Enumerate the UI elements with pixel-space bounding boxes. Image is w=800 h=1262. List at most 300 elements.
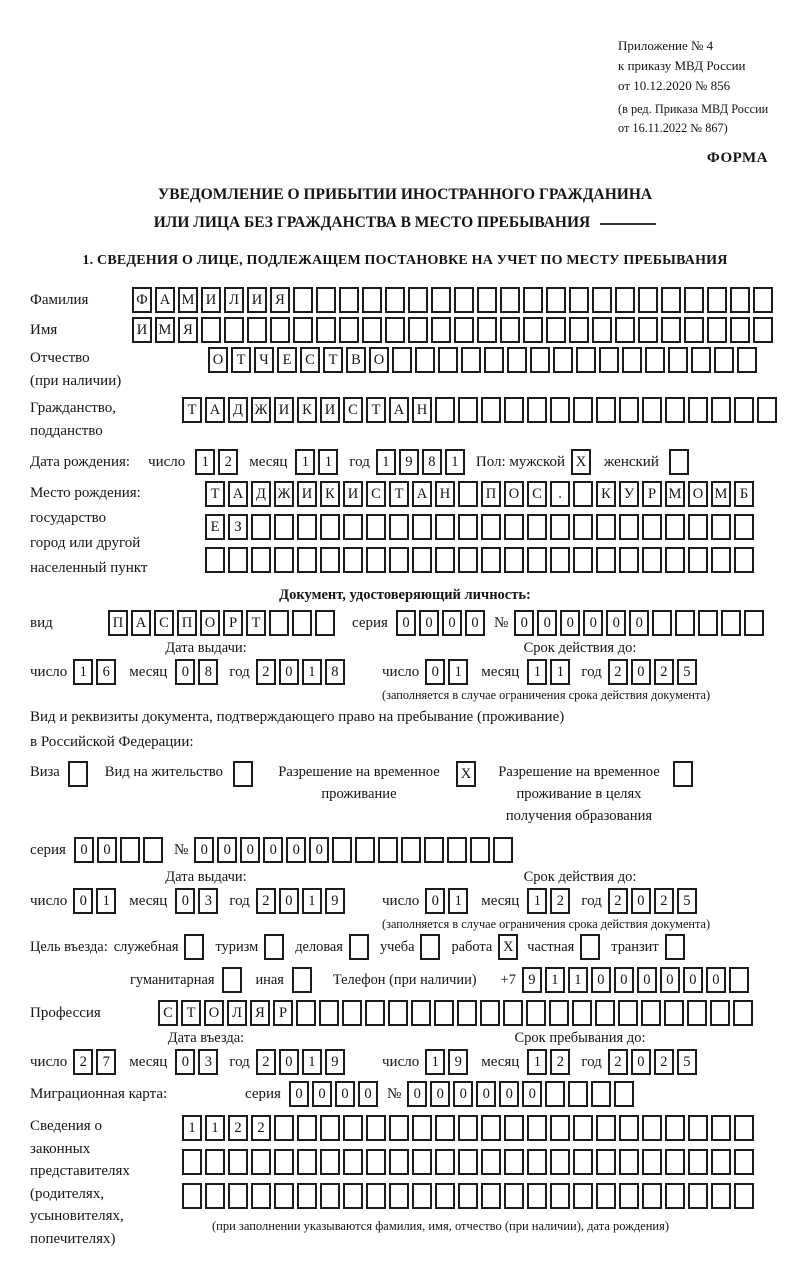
char-box[interactable]: М [155,317,175,343]
char-box[interactable] [684,317,704,343]
char-box[interactable] [665,1149,685,1175]
char-box[interactable] [523,287,543,313]
char-box[interactable] [504,547,524,573]
char-box[interactable]: 0 [73,888,93,914]
char-box[interactable]: 0 [476,1081,496,1107]
char-box[interactable]: И [343,481,363,507]
residence-issue-day-boxes[interactable] [73,888,119,914]
char-box[interactable] [251,547,271,573]
char-box[interactable] [366,514,386,540]
char-box[interactable] [420,934,440,960]
char-box[interactable]: 0 [217,837,237,863]
char-box[interactable] [526,1000,546,1026]
char-box[interactable] [550,397,570,423]
char-box[interactable]: З [228,514,248,540]
char-box[interactable] [297,1183,317,1209]
legal-reps-boxes-row2[interactable] [182,1149,757,1175]
char-box[interactable] [652,610,672,636]
char-box[interactable] [711,1115,731,1141]
char-box[interactable]: П [177,610,197,636]
char-box[interactable] [68,761,88,787]
char-box[interactable]: 0 [499,1081,519,1107]
char-box[interactable]: 0 [335,1081,355,1107]
char-box[interactable] [247,317,267,343]
char-box[interactable] [668,347,688,373]
char-box[interactable]: О [369,347,389,373]
char-box[interactable] [734,397,754,423]
char-box[interactable]: 0 [358,1081,378,1107]
char-box[interactable]: X [498,934,518,960]
temp-residence-checkbox[interactable] [456,761,479,787]
char-box[interactable] [293,287,313,313]
char-box[interactable] [435,514,455,540]
char-box[interactable] [320,1115,340,1141]
char-box[interactable]: 0 [309,837,329,863]
char-box[interactable] [642,1183,662,1209]
char-box[interactable] [470,837,490,863]
char-box[interactable] [665,514,685,540]
char-box[interactable]: М [178,287,198,313]
char-box[interactable]: 0 [583,610,603,636]
char-box[interactable]: О [200,610,220,636]
char-box[interactable] [591,1081,611,1107]
char-box[interactable]: Р [223,610,243,636]
char-box[interactable] [642,1149,662,1175]
char-box[interactable] [424,837,444,863]
char-box[interactable]: 0 [74,837,94,863]
legal-reps-boxes-row1[interactable] [182,1115,757,1141]
char-box[interactable] [638,287,658,313]
char-box[interactable] [619,397,639,423]
citizenship-boxes[interactable] [182,397,780,423]
char-box[interactable] [251,1183,271,1209]
char-box[interactable] [619,1183,639,1209]
char-box[interactable]: Т [205,481,225,507]
char-box[interactable] [339,317,359,343]
char-box[interactable] [366,1183,386,1209]
char-box[interactable] [385,317,405,343]
char-box[interactable] [274,1149,294,1175]
char-box[interactable] [642,514,662,540]
char-box[interactable]: 0 [175,888,195,914]
char-box[interactable] [580,934,600,960]
char-box[interactable] [434,1000,454,1026]
char-box[interactable]: Р [273,1000,293,1026]
char-box[interactable]: Т [323,347,343,373]
char-box[interactable]: 1 [96,888,116,914]
purpose-business-checkbox[interactable] [349,934,372,960]
char-box[interactable]: 0 [97,837,117,863]
char-box[interactable]: 0 [175,1049,195,1075]
char-box[interactable]: 0 [537,610,557,636]
char-box[interactable] [596,1115,616,1141]
char-box[interactable]: К [297,397,317,423]
char-box[interactable]: С [154,610,174,636]
char-box[interactable]: О [504,481,524,507]
char-box[interactable]: А [205,397,225,423]
char-box[interactable] [569,317,589,343]
char-box[interactable] [673,761,693,787]
char-box[interactable] [661,317,681,343]
char-box[interactable]: М [665,481,685,507]
char-box[interactable] [619,547,639,573]
char-box[interactable]: Д [251,481,271,507]
char-box[interactable]: 1 [302,659,322,685]
char-box[interactable] [730,287,750,313]
char-box[interactable]: 2 [608,659,628,685]
char-box[interactable]: 1 [425,1049,445,1075]
char-box[interactable]: 9 [399,449,419,475]
char-box[interactable] [412,1183,432,1209]
char-box[interactable] [343,1149,363,1175]
residence-valid-day-boxes[interactable] [425,888,471,914]
char-box[interactable] [675,610,695,636]
char-box[interactable] [412,1149,432,1175]
char-box[interactable] [270,317,290,343]
char-box[interactable] [527,514,547,540]
char-box[interactable] [412,514,432,540]
char-box[interactable] [661,287,681,313]
migration-series-boxes[interactable] [289,1081,381,1107]
char-box[interactable] [698,610,718,636]
char-box[interactable] [573,397,593,423]
char-box[interactable]: 9 [325,1049,345,1075]
char-box[interactable]: Т [246,610,266,636]
char-box[interactable] [504,514,524,540]
char-box[interactable]: 0 [240,837,260,863]
char-box[interactable]: К [596,481,616,507]
char-box[interactable] [645,347,665,373]
char-box[interactable] [388,1000,408,1026]
char-box[interactable] [233,761,253,787]
char-box[interactable]: 2 [550,1049,570,1075]
char-box[interactable]: Ж [274,481,294,507]
char-box[interactable]: 2 [608,888,628,914]
char-box[interactable] [297,547,317,573]
char-box[interactable]: 0 [453,1081,473,1107]
char-box[interactable] [688,1115,708,1141]
char-box[interactable] [573,1183,593,1209]
doc-issue-year-boxes[interactable] [256,659,348,685]
char-box[interactable]: 1 [302,1049,322,1075]
char-box[interactable] [504,1183,524,1209]
residence-number-boxes[interactable] [194,837,516,863]
char-box[interactable] [274,1115,294,1141]
char-box[interactable] [458,514,478,540]
surname-boxes[interactable] [132,287,776,313]
char-box[interactable] [316,287,336,313]
char-box[interactable]: Ж [251,397,271,423]
char-box[interactable] [411,1000,431,1026]
char-box[interactable] [454,317,474,343]
char-box[interactable] [366,547,386,573]
char-box[interactable] [319,1000,339,1026]
char-box[interactable] [550,547,570,573]
doc-valid-day-boxes[interactable] [425,659,471,685]
entry-year-boxes[interactable] [256,1049,348,1075]
char-box[interactable]: 9 [325,888,345,914]
char-box[interactable] [550,1149,570,1175]
char-box[interactable]: 1 [527,659,547,685]
char-box[interactable]: 0 [289,1081,309,1107]
char-box[interactable]: 1 [182,1115,202,1141]
char-box[interactable] [527,1115,547,1141]
char-box[interactable] [389,1149,409,1175]
char-box[interactable]: А [412,481,432,507]
visa-checkbox[interactable] [68,761,91,787]
char-box[interactable] [596,397,616,423]
doc-valid-month-boxes[interactable] [527,659,573,685]
profession-boxes[interactable] [158,1000,756,1026]
char-box[interactable] [408,317,428,343]
char-box[interactable] [688,1183,708,1209]
char-box[interactable] [503,1000,523,1026]
legal-reps-boxes-row3[interactable] [182,1183,757,1209]
char-box[interactable] [596,514,616,540]
char-box[interactable]: 0 [312,1081,332,1107]
char-box[interactable] [546,287,566,313]
char-box[interactable] [504,1115,524,1141]
birthdate-month-boxes[interactable] [295,449,341,475]
char-box[interactable] [274,547,294,573]
char-box[interactable] [251,1149,271,1175]
char-box[interactable] [622,347,642,373]
char-box[interactable] [389,547,409,573]
char-box[interactable]: 1 [376,449,396,475]
char-box[interactable]: Т [181,1000,201,1026]
char-box[interactable] [458,397,478,423]
char-box[interactable]: Я [270,287,290,313]
residence-permit-checkbox[interactable] [233,761,256,787]
char-box[interactable] [527,1183,547,1209]
char-box[interactable] [711,514,731,540]
char-box[interactable]: 0 [614,967,634,993]
char-box[interactable] [484,347,504,373]
char-box[interactable]: С [343,397,363,423]
char-box[interactable]: 1 [550,659,570,685]
char-box[interactable] [481,1149,501,1175]
char-box[interactable] [481,514,501,540]
char-box[interactable]: 6 [96,659,116,685]
char-box[interactable]: 0 [419,610,439,636]
doc-valid-year-boxes[interactable] [608,659,700,685]
char-box[interactable] [665,547,685,573]
char-box[interactable]: 0 [629,610,649,636]
char-box[interactable] [721,610,741,636]
char-box[interactable] [734,1149,754,1175]
char-box[interactable]: 0 [263,837,283,863]
stay-month-boxes[interactable] [527,1049,573,1075]
purpose-work-checkbox[interactable] [498,934,521,960]
gender-male-checkbox[interactable] [571,449,594,475]
char-box[interactable] [389,514,409,540]
char-box[interactable] [500,287,520,313]
char-box[interactable] [320,547,340,573]
char-box[interactable]: И [247,287,267,313]
birthplace-boxes-row3[interactable] [205,547,757,573]
char-box[interactable]: Л [227,1000,247,1026]
char-box[interactable]: 2 [654,1049,674,1075]
char-box[interactable] [228,1183,248,1209]
char-box[interactable] [665,934,685,960]
char-box[interactable] [664,1000,684,1026]
char-box[interactable] [711,397,731,423]
char-box[interactable]: 0 [430,1081,450,1107]
char-box[interactable] [710,1000,730,1026]
char-box[interactable] [435,397,455,423]
char-box[interactable] [734,514,754,540]
migration-number-boxes[interactable] [407,1081,637,1107]
char-box[interactable] [343,1183,363,1209]
char-box[interactable] [553,347,573,373]
char-box[interactable]: X [456,761,476,787]
char-box[interactable] [596,547,616,573]
purpose-study-checkbox[interactable] [420,934,443,960]
char-box[interactable] [744,610,764,636]
char-box[interactable] [343,1115,363,1141]
char-box[interactable] [224,317,244,343]
patronymic-boxes[interactable] [208,347,760,373]
char-box[interactable] [458,1115,478,1141]
char-box[interactable] [366,1149,386,1175]
char-box[interactable] [550,514,570,540]
char-box[interactable] [573,514,593,540]
char-box[interactable]: 2 [218,449,238,475]
char-box[interactable]: 3 [198,888,218,914]
char-box[interactable]: 0 [683,967,703,993]
char-box[interactable] [461,347,481,373]
char-box[interactable] [120,837,140,863]
char-box[interactable]: 1 [295,449,315,475]
char-box[interactable] [274,1183,294,1209]
char-box[interactable]: 0 [522,1081,542,1107]
char-box[interactable] [638,317,658,343]
char-box[interactable] [592,317,612,343]
char-box[interactable] [619,514,639,540]
char-box[interactable]: 0 [631,659,651,685]
char-box[interactable] [688,397,708,423]
char-box[interactable] [205,547,225,573]
char-box[interactable] [389,1183,409,1209]
char-box[interactable] [205,1183,225,1209]
doc-series-boxes[interactable] [396,610,488,636]
char-box[interactable] [412,547,432,573]
char-box[interactable] [320,1149,340,1175]
char-box[interactable]: 0 [606,610,626,636]
char-box[interactable]: 0 [279,1049,299,1075]
char-box[interactable] [549,1000,569,1026]
char-box[interactable] [733,1000,753,1026]
char-box[interactable]: 0 [442,610,462,636]
temp-residence-edu-checkbox[interactable] [673,761,696,787]
char-box[interactable] [614,1081,634,1107]
char-box[interactable] [573,1115,593,1141]
char-box[interactable]: И [132,317,152,343]
char-box[interactable] [316,317,336,343]
char-box[interactable] [592,287,612,313]
char-box[interactable] [355,837,375,863]
purpose-humanitarian-checkbox[interactable] [222,967,245,993]
char-box[interactable] [711,1149,731,1175]
residence-valid-year-boxes[interactable] [608,888,700,914]
char-box[interactable]: О [688,481,708,507]
char-box[interactable] [684,287,704,313]
char-box[interactable] [343,514,363,540]
char-box[interactable]: Ч [254,347,274,373]
char-box[interactable] [201,317,221,343]
char-box[interactable] [730,317,750,343]
char-box[interactable] [669,449,689,475]
char-box[interactable] [527,1149,547,1175]
char-box[interactable] [691,347,711,373]
char-box[interactable]: 0 [591,967,611,993]
char-box[interactable]: 0 [175,659,195,685]
char-box[interactable]: С [366,481,386,507]
char-box[interactable] [435,1183,455,1209]
char-box[interactable]: М [711,481,731,507]
char-box[interactable] [573,547,593,573]
char-box[interactable] [269,610,289,636]
char-box[interactable] [435,1115,455,1141]
char-box[interactable]: 0 [631,888,651,914]
purpose-transit-checkbox[interactable] [665,934,688,960]
char-box[interactable]: С [300,347,320,373]
char-box[interactable] [493,837,513,863]
char-box[interactable]: Ф [132,287,152,313]
char-box[interactable] [504,397,524,423]
char-box[interactable] [408,287,428,313]
char-box[interactable]: 1 [527,1049,547,1075]
char-box[interactable] [458,481,478,507]
char-box[interactable] [481,1183,501,1209]
char-box[interactable] [507,347,527,373]
char-box[interactable] [251,514,271,540]
char-box[interactable]: 0 [631,1049,651,1075]
entry-day-boxes[interactable] [73,1049,119,1075]
char-box[interactable]: 2 [73,1049,93,1075]
char-box[interactable] [292,610,312,636]
char-box[interactable] [688,547,708,573]
residence-valid-month-boxes[interactable] [527,888,573,914]
char-box[interactable] [477,317,497,343]
char-box[interactable] [435,1149,455,1175]
char-box[interactable] [707,317,727,343]
char-box[interactable] [641,1000,661,1026]
char-box[interactable]: П [481,481,501,507]
char-box[interactable] [550,1183,570,1209]
purpose-tourism-checkbox[interactable] [264,934,287,960]
char-box[interactable]: Н [435,481,455,507]
char-box[interactable]: У [619,481,639,507]
char-box[interactable] [737,347,757,373]
char-box[interactable] [687,1000,707,1026]
char-box[interactable]: 1 [448,659,468,685]
firstname-boxes[interactable] [132,317,776,343]
char-box[interactable]: О [208,347,228,373]
char-box[interactable]: . [550,481,570,507]
char-box[interactable] [527,547,547,573]
char-box[interactable] [392,347,412,373]
char-box[interactable]: И [320,397,340,423]
char-box[interactable] [415,347,435,373]
char-box[interactable] [366,1115,386,1141]
char-box[interactable]: 1 [302,888,322,914]
char-box[interactable] [339,287,359,313]
char-box[interactable]: Д [228,397,248,423]
char-box[interactable] [365,1000,385,1026]
char-box[interactable] [458,1183,478,1209]
char-box[interactable] [343,547,363,573]
